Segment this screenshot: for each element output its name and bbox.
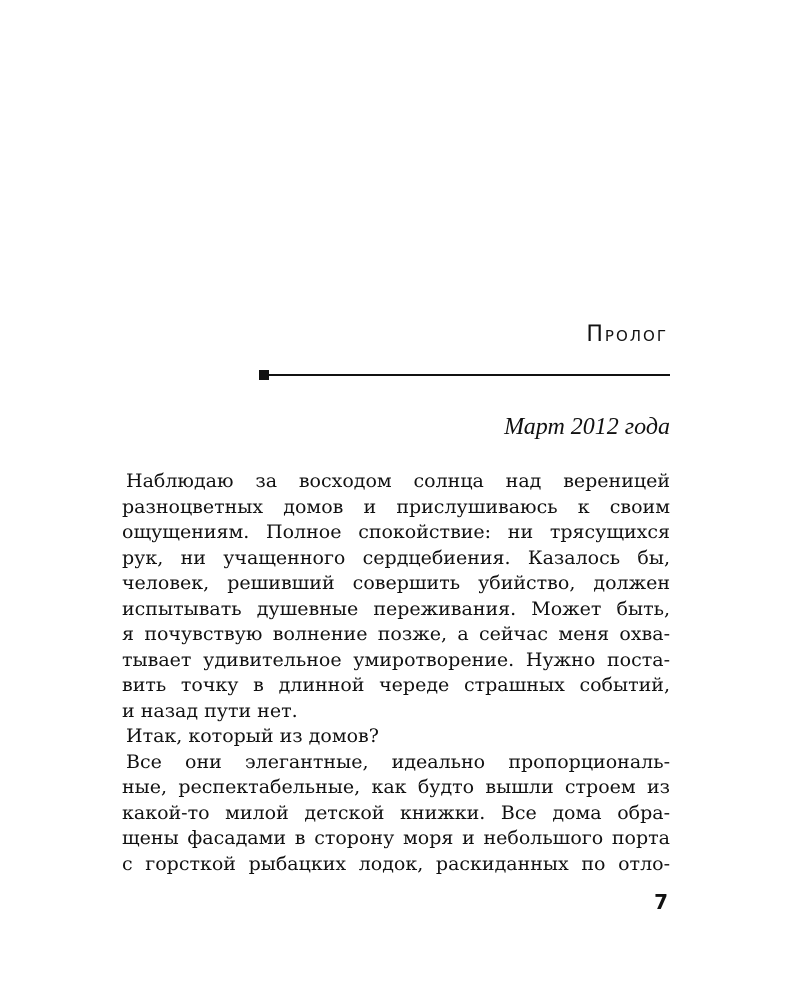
text-line bbox=[122, 469, 670, 495]
text-line bbox=[122, 750, 670, 776]
text-line: человек, решивший совершить убийство, должен bbox=[122, 572, 670, 594]
chapter-title: Пролог bbox=[586, 322, 668, 347]
text-line: ощущениям. Полное спокойствие: ни трясущихся bbox=[122, 521, 670, 543]
page-number: 7 bbox=[654, 890, 668, 914]
text-line: вить точку в длинной череде страшных событий, bbox=[122, 674, 670, 696]
text-line: тывает удивительное умиротворение. Нужно поста- bbox=[122, 648, 670, 671]
text-line: ные, респектабельные, как будто вышли строем из bbox=[122, 776, 670, 798]
text-line-content: Все они элегантные, идеально пропорциональ- bbox=[126, 750, 670, 773]
text-line: Итак, который из домов? bbox=[126, 725, 379, 747]
text-line: рук, ни учащенного сердцебиения. Казалось бы, bbox=[122, 546, 670, 569]
text-line: разноцветных домов и прислушиваюсь к своим bbox=[122, 495, 670, 518]
body-text bbox=[122, 469, 670, 877]
text-line-content: Наблюдаю за восходом солнца над вереницей bbox=[126, 470, 670, 492]
chapter-date: Март 2012 года bbox=[504, 414, 670, 440]
text-line: я почувствую волнение позже, а сейчас меня охва- bbox=[122, 623, 670, 645]
title-divider bbox=[259, 374, 670, 376]
text-line: и назад пути нет. bbox=[122, 699, 298, 722]
text-line: какой-то милой детской книжки. Все дома обра- bbox=[122, 801, 670, 824]
text-line: щены фасадами в сторону моря и небольшого порта bbox=[122, 827, 670, 849]
text-line: испытывать душевные переживания. Может быть, bbox=[122, 597, 670, 620]
text-line: с горсткой рыбацких лодок, раскиданных по отло- bbox=[122, 852, 670, 875]
